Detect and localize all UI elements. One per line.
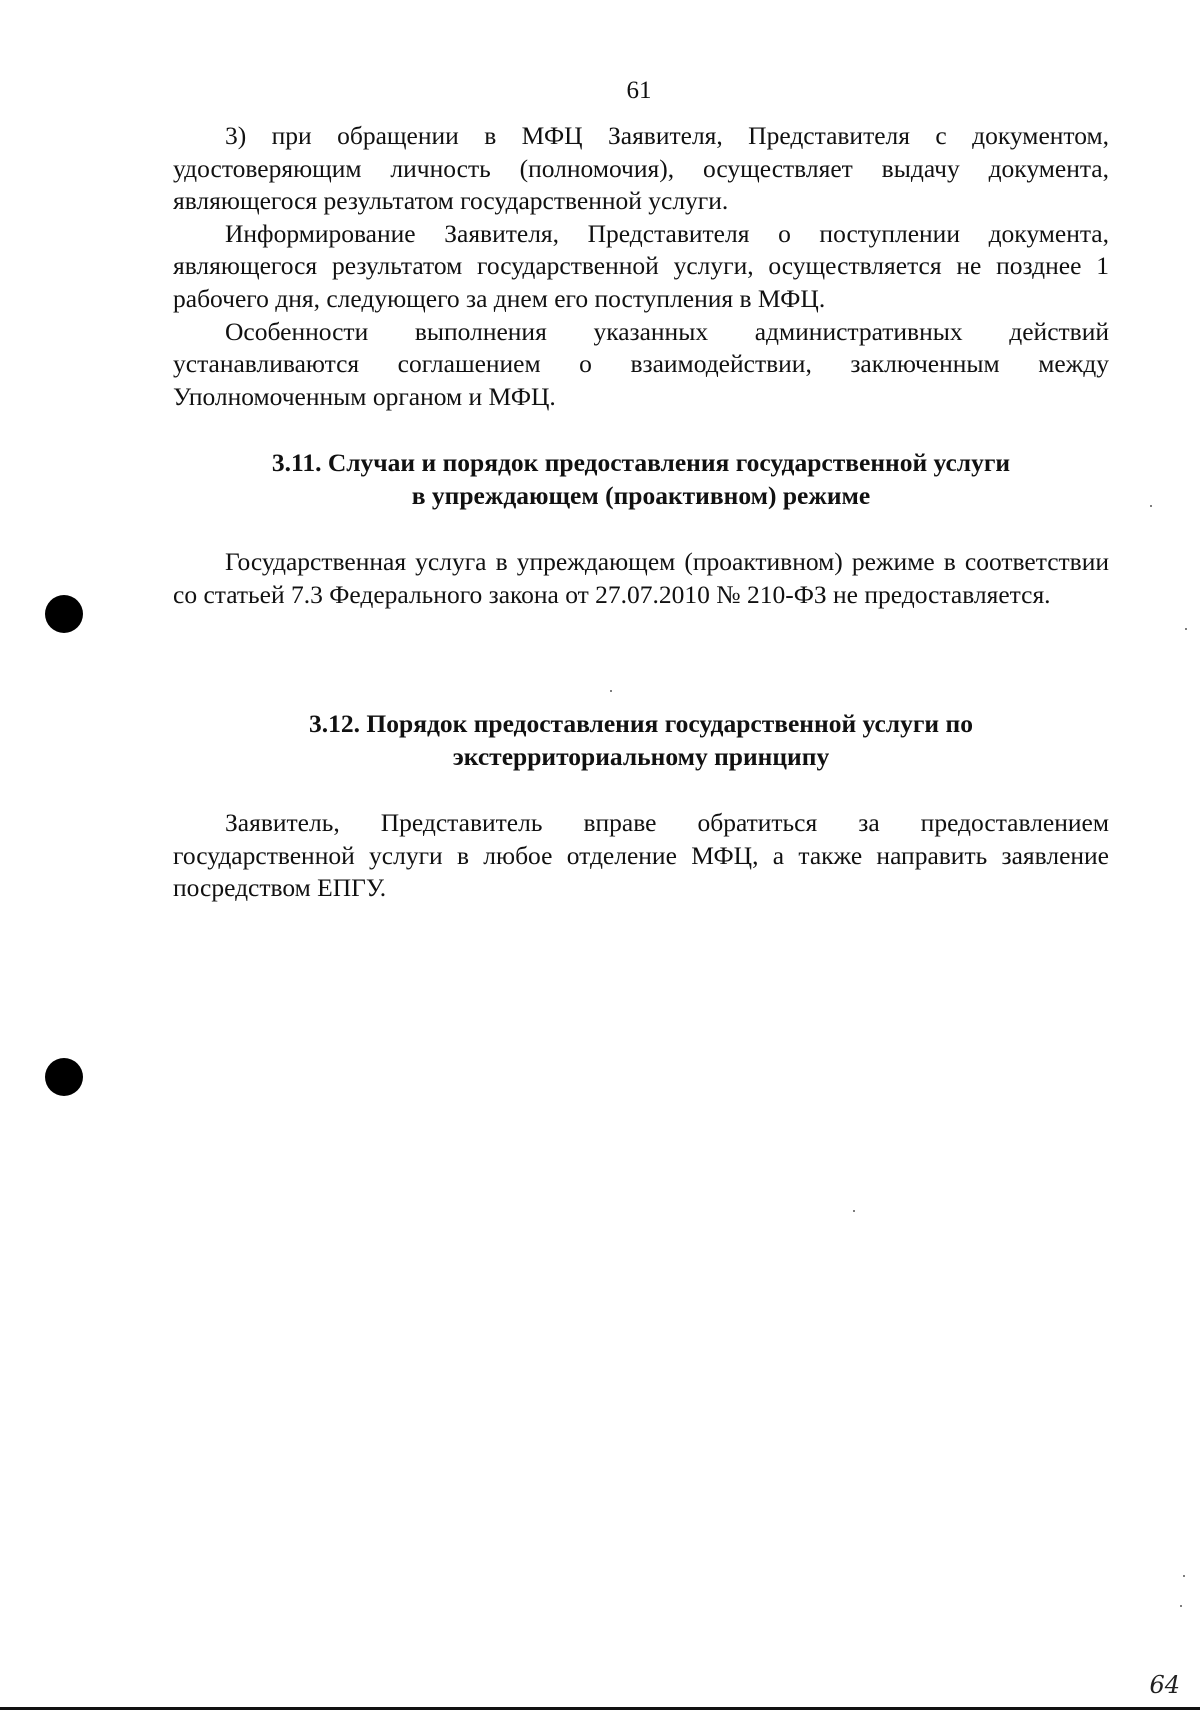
section-3-12-heading-line-1: 3.12. Порядок предоставления государственной услуги по xyxy=(309,709,973,738)
page-number: 61 xyxy=(626,77,652,104)
paragraph-issuance: 3) при обращении в МФЦ Заявителя, Представителя с документом, удостоверяющим личность (полномочия), осуществляет выдачу документа, являющегося результатом государственной услуги. xyxy=(173,121,1109,216)
scan-speck xyxy=(1183,1575,1185,1577)
punch-hole-lower xyxy=(45,1058,83,1096)
scan-speck xyxy=(853,1210,855,1212)
section-3-11-heading-line-2: в упреждающем (проактивном) режиме xyxy=(411,480,871,510)
scan-speck xyxy=(1150,505,1152,507)
paragraph-notification: Информирование Заявителя, Представителя о поступлении документа, являющегося результатом государственной услуги, осуществляется не позднее 1 рабочего дня, следующего за днем его поступления в МФЦ. xyxy=(173,218,1109,313)
scan-speck xyxy=(1185,628,1187,630)
section-3-12-paragraph: Заявитель, Представитель вправе обратиться за предоставлением государственной услуги в любое отделение МФЦ, а также направить заявление посредством ЕПГУ. xyxy=(173,808,1109,903)
section-3-12-text-block xyxy=(173,807,1109,905)
section-3-11-paragraph: Государственная услуга в упреждающем (проактивном) режиме в соответствии со статьей 7.3 Федерального закона от 27.07.2010 № 210-ФЗ не предоставляется. xyxy=(173,547,1109,609)
section-3-12-heading-line-2: экстерриториальному принципу xyxy=(452,741,830,771)
intro-text-block xyxy=(173,120,1109,413)
section-3-11-heading-line-1: 3.11. Случаи и порядок предоставления государственной услуги xyxy=(271,448,1011,477)
scan-speck xyxy=(610,690,612,692)
handwritten-page-note: 64 xyxy=(1149,1671,1180,1699)
section-3-12-heading xyxy=(173,708,1109,773)
section-3-11-heading xyxy=(173,447,1109,512)
paragraph-features: Особенности выполнения указанных административных действий устанавливаются соглашением о взаимодействии, заключенным между Уполномоченным органом и МФЦ. xyxy=(173,316,1109,411)
section-3-11-text-block xyxy=(173,546,1109,611)
scan-speck xyxy=(1180,1605,1182,1607)
punch-hole-upper xyxy=(45,595,83,633)
